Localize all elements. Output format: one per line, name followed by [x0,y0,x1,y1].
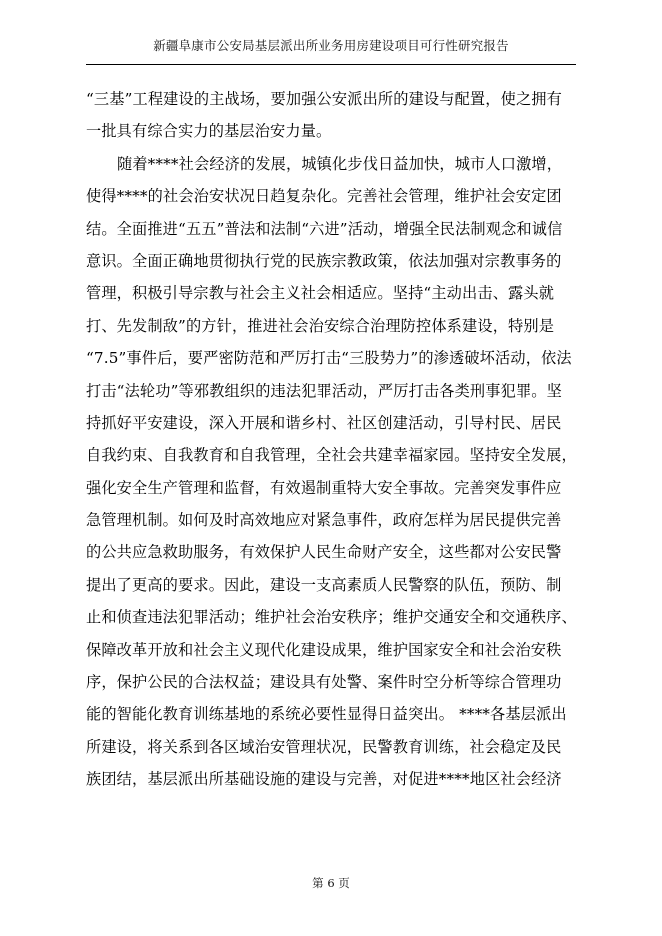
body-text [86,83,578,796]
text-line: 保障改革开放和社会主义现代化建设成果，维护国家安全和社会治安秩 [86,640,562,659]
text-line: “7.5”事件后，要严密防范和严厉打击“三股势力”的渗透破坏活动，依法 [86,349,572,368]
text-line: 使得****的社会治安状况日趋复杂化。完善社会管理，维护社会安定团 [86,187,562,206]
text-line: 意识。全面正确地贯彻执行党的民族宗教政策，依法加强对宗教事务的 [86,251,562,270]
text-line: 能的智能化教育训练基地的系统必要性显得日益突出。 ****各基层派出 [86,705,567,724]
text-line: 止和侦查违法犯罪活动；维护社会治安秩序；维护交通安全和交通秩序、 [86,608,577,627]
text-line: 自我约束、自我教育和自我管理，全社会共建幸福家园。坚持安全发展， [86,446,577,465]
text-line: 族团结，基层派出所基础设施的建设与完善，对促进****地区社会经济 [86,770,562,789]
paragraph-start-line: 随着****社会经济的发展，城镇化步伐日益加快，城市人口激增， [117,154,563,173]
text-line: 的公共应急救助服务，有效保护人民生命财产安全，这些都对公安民警 [86,543,562,562]
text-line: 强化安全生产管理和监督，有效遏制重特大安全事故。完善突发事件应 [86,478,562,497]
page-number: 第 6 页 [312,876,350,890]
text-line: 所建设，将关系到各区域治安管理状况，民警教育训练，社会稳定及民 [86,737,562,756]
text-line: 提出了更高的要求。因此，建设一支高素质人民警察的队伍，预防、制 [86,575,562,594]
text-line: 打击“法轮功”等邪教组织的违法犯罪活动，严厉打击各类刑事犯罪。坚 [86,381,562,400]
header-rule [86,64,576,65]
running-header: 新疆阜康市公安局基层派出所业务用房建设项目可行性研究报告 [153,38,509,53]
text-line: “三基”工程建设的主战场，要加强公安派出所的建设与配置，使之拥有 [86,90,562,108]
text-line: 打、先发制敌”的方针，推进社会治安综合治理防控体系建设，特别是 [86,316,555,335]
text-line: 一批具有综合实力的基层治安力量。 [86,122,332,141]
text-line: 序，保护公民的合法权益；建设具有处警、案件时空分析等综合管理功 [86,673,562,692]
text-line: 管理，积极引导宗教与社会主义社会相适应。坚持“主动出击、露头就 [86,284,555,303]
text-line: 急管理机制。如何及时高效地应对紧急事件，政府怎样为居民提供完善 [86,511,562,530]
text-line: 结。全面推进“五五”普法和法制“六进”活动，增强全民法制观念和诚信 [86,219,563,238]
text-line: 持抓好平安建设，深入开展和谐乡村、社区创建活动，引导村民、居民 [86,413,562,432]
